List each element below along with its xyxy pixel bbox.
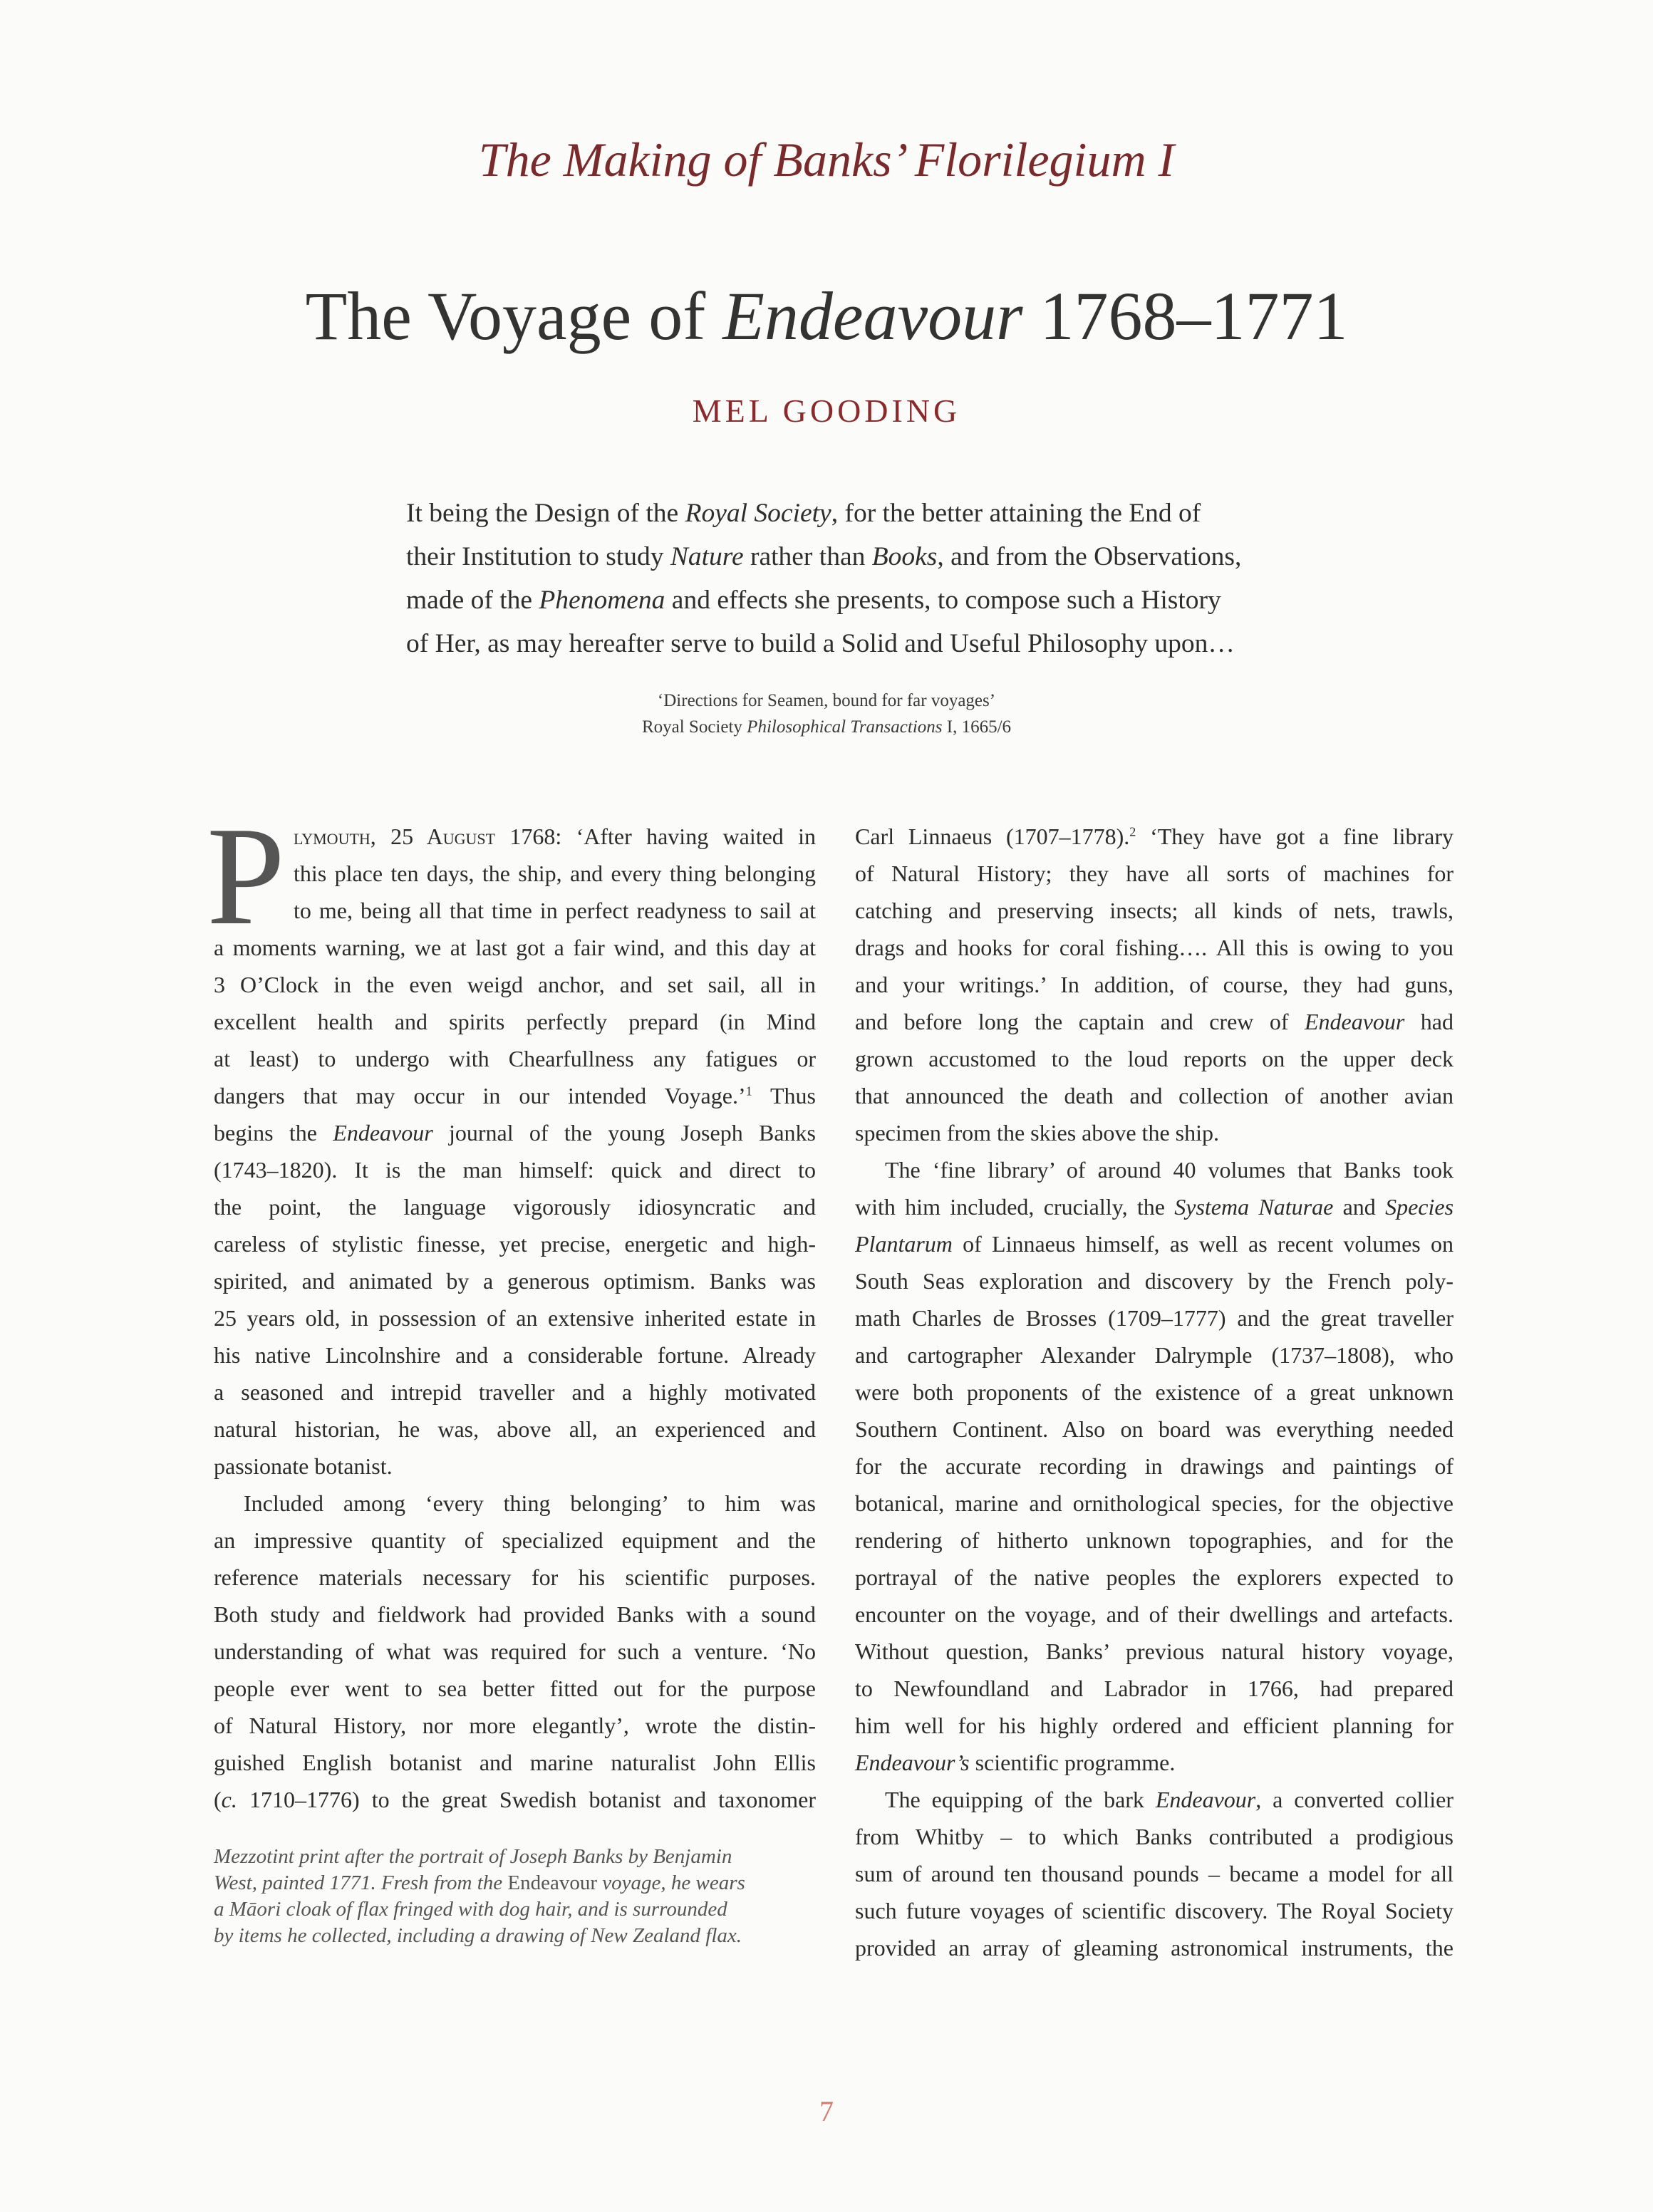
- text-line: an impressive quantity of specialized equipment and the: [214, 1527, 816, 1553]
- text-italic: Books: [871, 542, 938, 571]
- text-line: encounter on the voyage, and of their dwellings and artefacts.: [855, 1601, 1454, 1627]
- text-line: this place ten days, the ship, and every thing belonging: [294, 861, 816, 886]
- text: , and from the Observations,: [937, 542, 1242, 571]
- epigraph-attribution: [406, 687, 1247, 740]
- text: It being the Design of the: [406, 499, 685, 528]
- text: The equipping of the bark: [885, 1787, 1156, 1812]
- text-line: [855, 1744, 1454, 1781]
- epigraph-line: [406, 492, 1247, 535]
- text-line: understanding of what was required for such a venture. ‘No: [214, 1639, 816, 1664]
- text: 1768: ‘After having waited in: [495, 824, 816, 849]
- text-line: South Seas exploration and discovery by the French poly-: [855, 1268, 1454, 1294]
- text-line: the point, the language vigorously idiosyncratic and: [214, 1194, 816, 1220]
- text-line: botanical, marine and ornithological species, for the objective: [855, 1490, 1454, 1516]
- text-italic: c.: [221, 1787, 237, 1812]
- text-line: of Natural History; they have all sorts of machines for: [855, 861, 1454, 886]
- text: journal of the young Joseph Banks: [432, 1120, 817, 1146]
- caption-line: Mezzotint print after the portrait of Joseph Banks by Benjamin: [214, 1845, 732, 1868]
- text-line: Both study and fieldwork had provided Banks with a sound: [214, 1601, 816, 1627]
- text-line: people ever went to sea better fitted out for the purpose: [214, 1676, 816, 1701]
- text: of Linnaeus himself, as well as recent volumes on: [952, 1231, 1454, 1257]
- text-line: [855, 818, 1454, 855]
- text-line: passionate botanist.: [214, 1453, 393, 1479]
- epigraph-line: of Her, as may hereafter serve to build a Solid and Useful Philosophy upon…: [406, 629, 1235, 658]
- text: rather than: [743, 542, 872, 571]
- footnote-ref: 1: [745, 1084, 752, 1099]
- text: and: [1333, 1194, 1386, 1220]
- text-line: to Newfoundland and Labrador in 1766, had prepared: [855, 1676, 1454, 1701]
- footnote-ref: 2: [1129, 824, 1136, 839]
- text-line: grown accustomed to the loud reports on the upper deck: [855, 1046, 1454, 1071]
- text-line: Southern Continent. Also on board was everything needed: [855, 1416, 1454, 1442]
- text: had: [1404, 1009, 1454, 1034]
- text-line: guished English botanist and marine naturalist John Ellis: [214, 1750, 816, 1775]
- text-line: natural historian, he was, above all, an experienced and: [214, 1416, 816, 1442]
- text-line: [855, 1188, 1454, 1225]
- text-line: for the accurate recording in drawings and paintings of: [855, 1453, 1454, 1479]
- text: begins the: [214, 1120, 333, 1146]
- text: their Institution to study: [406, 542, 670, 571]
- text-line: portrayal of the native peoples the explorers expected to: [855, 1564, 1454, 1590]
- text-line: sum of around ten thousand pounds – became a model for all: [855, 1861, 1454, 1886]
- text: and effects she presents, to compose such a History: [665, 586, 1221, 615]
- text-line: [855, 1003, 1454, 1040]
- text: I, 1665/6: [942, 717, 1012, 737]
- text-italic: Philosophical Transactions: [747, 717, 943, 737]
- attribution-line: [406, 714, 1247, 740]
- text-line: provided an array of gleaming astronomical instruments, the: [855, 1935, 1454, 1961]
- text-italic: Endeavour’s: [855, 1750, 970, 1775]
- small-caps-text: lymouth, 25 August: [294, 824, 496, 849]
- text-line: his native Lincolnshire and a considerable fortune. Already: [214, 1342, 816, 1368]
- text-line: at least) to undergo with Chearfullness any fatigues or: [214, 1046, 816, 1071]
- text: Endeavour: [507, 1871, 598, 1894]
- text-italic: Nature: [670, 542, 744, 571]
- text-line: catching and preserving insects; all kinds of nets, trawls,: [855, 898, 1454, 923]
- figure-caption: [214, 1844, 816, 1949]
- chapter-title: [0, 276, 1653, 355]
- text: Thus: [752, 1083, 817, 1108]
- text: made of the: [406, 586, 539, 615]
- text-italic: Royal Society: [685, 499, 831, 528]
- text-line: spirited, and animated by a generous optimism. Banks was: [214, 1268, 816, 1294]
- text: , for the better attaining the End of: [831, 499, 1201, 528]
- text-line: (1743–1820). It is the man himself: quick and direct to: [214, 1157, 816, 1183]
- text-line: from Whitby – to which Banks contributed a prodigious: [855, 1824, 1454, 1849]
- page-number: 7: [819, 2095, 834, 2127]
- title-years: 1768–1771: [1022, 278, 1348, 354]
- text-line: 25 years old, in possession of an extensive inherited estate in: [214, 1305, 816, 1331]
- series-title: The Making of Banks’ Florilegium I: [478, 133, 1175, 187]
- text-line: [214, 818, 816, 855]
- text-line: 3 O’Clock in the even weigd anchor, and set sail, all in: [214, 972, 816, 997]
- text-line: him well for his highly ordered and efficient planning for: [855, 1713, 1454, 1738]
- text-line: [855, 1225, 1454, 1262]
- text-line: math Charles de Brosses (1709–1777) and the great traveller: [855, 1305, 1454, 1331]
- text-line: [855, 1781, 1454, 1818]
- text: , a converted collier: [1255, 1787, 1454, 1812]
- text: with him included, crucially, the: [855, 1194, 1175, 1220]
- epigraph-line: [406, 535, 1247, 578]
- text-line: specimen from the skies above the ship.: [855, 1120, 1219, 1146]
- text-italic: Endeavour: [333, 1120, 433, 1146]
- epigraph: [406, 492, 1247, 665]
- text-italic: Phenomena: [539, 586, 665, 615]
- attribution-line: ‘Directions for Seamen, bound for far voyages’: [657, 691, 996, 710]
- text-italic: Species: [1385, 1194, 1454, 1220]
- text-line: careless of stylistic finesse, yet precise, energetic and high-: [214, 1231, 816, 1257]
- text: scientific programme.: [969, 1750, 1176, 1775]
- text-italic: Endeavour: [1155, 1787, 1256, 1812]
- title-ship-name: Endeavour: [722, 278, 1023, 354]
- text-line: Without question, Banks’ previous natural history voyage,: [855, 1639, 1454, 1664]
- text: 1710–1776) to the great Swedish botanist and taxonomer: [237, 1787, 816, 1812]
- caption-line: [214, 1870, 816, 1896]
- text-line: of Natural History, nor more elegantly’, wrote the distin-: [214, 1713, 816, 1738]
- body-column-right: [855, 818, 1454, 1966]
- caption-line: a Māori cloak of flax fringed with dog hair, and is surrounded: [214, 1898, 727, 1921]
- text-line: to me, being all that time in perfect readyness to sail at: [294, 898, 816, 923]
- text-line: such future voyages of scientific discovery. The Royal Society: [855, 1898, 1454, 1923]
- text: dangers that may occur in our intended Voyage.’: [214, 1083, 746, 1108]
- text-line: [214, 1077, 816, 1114]
- drop-cap: P: [207, 798, 286, 954]
- text-line: that announced the death and collection of another avian: [855, 1083, 1454, 1108]
- text-italic: Endeavour: [1304, 1009, 1405, 1034]
- text: and before long the captain and crew of: [855, 1009, 1305, 1034]
- caption-line: by items he collected, including a drawing of New Zealand flax.: [214, 1924, 742, 1947]
- text-italic: voyage, he wears: [597, 1871, 745, 1894]
- text-italic: West, painted 1771. Fresh from the: [214, 1871, 508, 1894]
- text-line: drags and hooks for coral fishing…. All this is owing to you: [855, 935, 1454, 960]
- text-line: reference materials necessary for his scientific purposes.: [214, 1564, 816, 1590]
- text-line: and cartographer Alexander Dalrymple (1737–1808), who: [855, 1342, 1454, 1368]
- epigraph-line: [406, 578, 1247, 622]
- text-line: The ‘fine library’ of around 40 volumes that Banks took: [885, 1157, 1454, 1183]
- title-prefix: The Voyage of: [305, 278, 723, 354]
- text-line: (c. 1710–1776) to the great Swedish botanist and taxonomer: [214, 1787, 816, 1812]
- text: Royal Society: [641, 717, 747, 737]
- text-line: [214, 1114, 816, 1151]
- text-line: Included among ‘every thing belonging’ to him was: [244, 1490, 816, 1516]
- body-column-left: [214, 818, 816, 1818]
- text: Carl Linnaeus (1707–1778).: [855, 824, 1130, 849]
- text-line: were both proponents of the existence of a great unknown: [855, 1379, 1454, 1405]
- text-line: excellent health and spirits perfectly prepard (in Mind: [214, 1009, 816, 1034]
- text-italic: Plantarum: [855, 1231, 953, 1257]
- text-italic: Systema Naturae: [1174, 1194, 1334, 1220]
- author-name: MEL GOODING: [692, 393, 961, 429]
- text-line: rendering of hitherto unknown topographies, and for the: [855, 1527, 1454, 1553]
- text-line: and your writings.’ In addition, of course, they had guns,: [855, 972, 1454, 997]
- text: ‘They have got a fine library: [1136, 824, 1454, 849]
- text-line: a moments warning, we at last got a fair wind, and this day at: [214, 935, 816, 960]
- text-line: a seasoned and intrepid traveller and a highly motivated: [214, 1379, 816, 1405]
